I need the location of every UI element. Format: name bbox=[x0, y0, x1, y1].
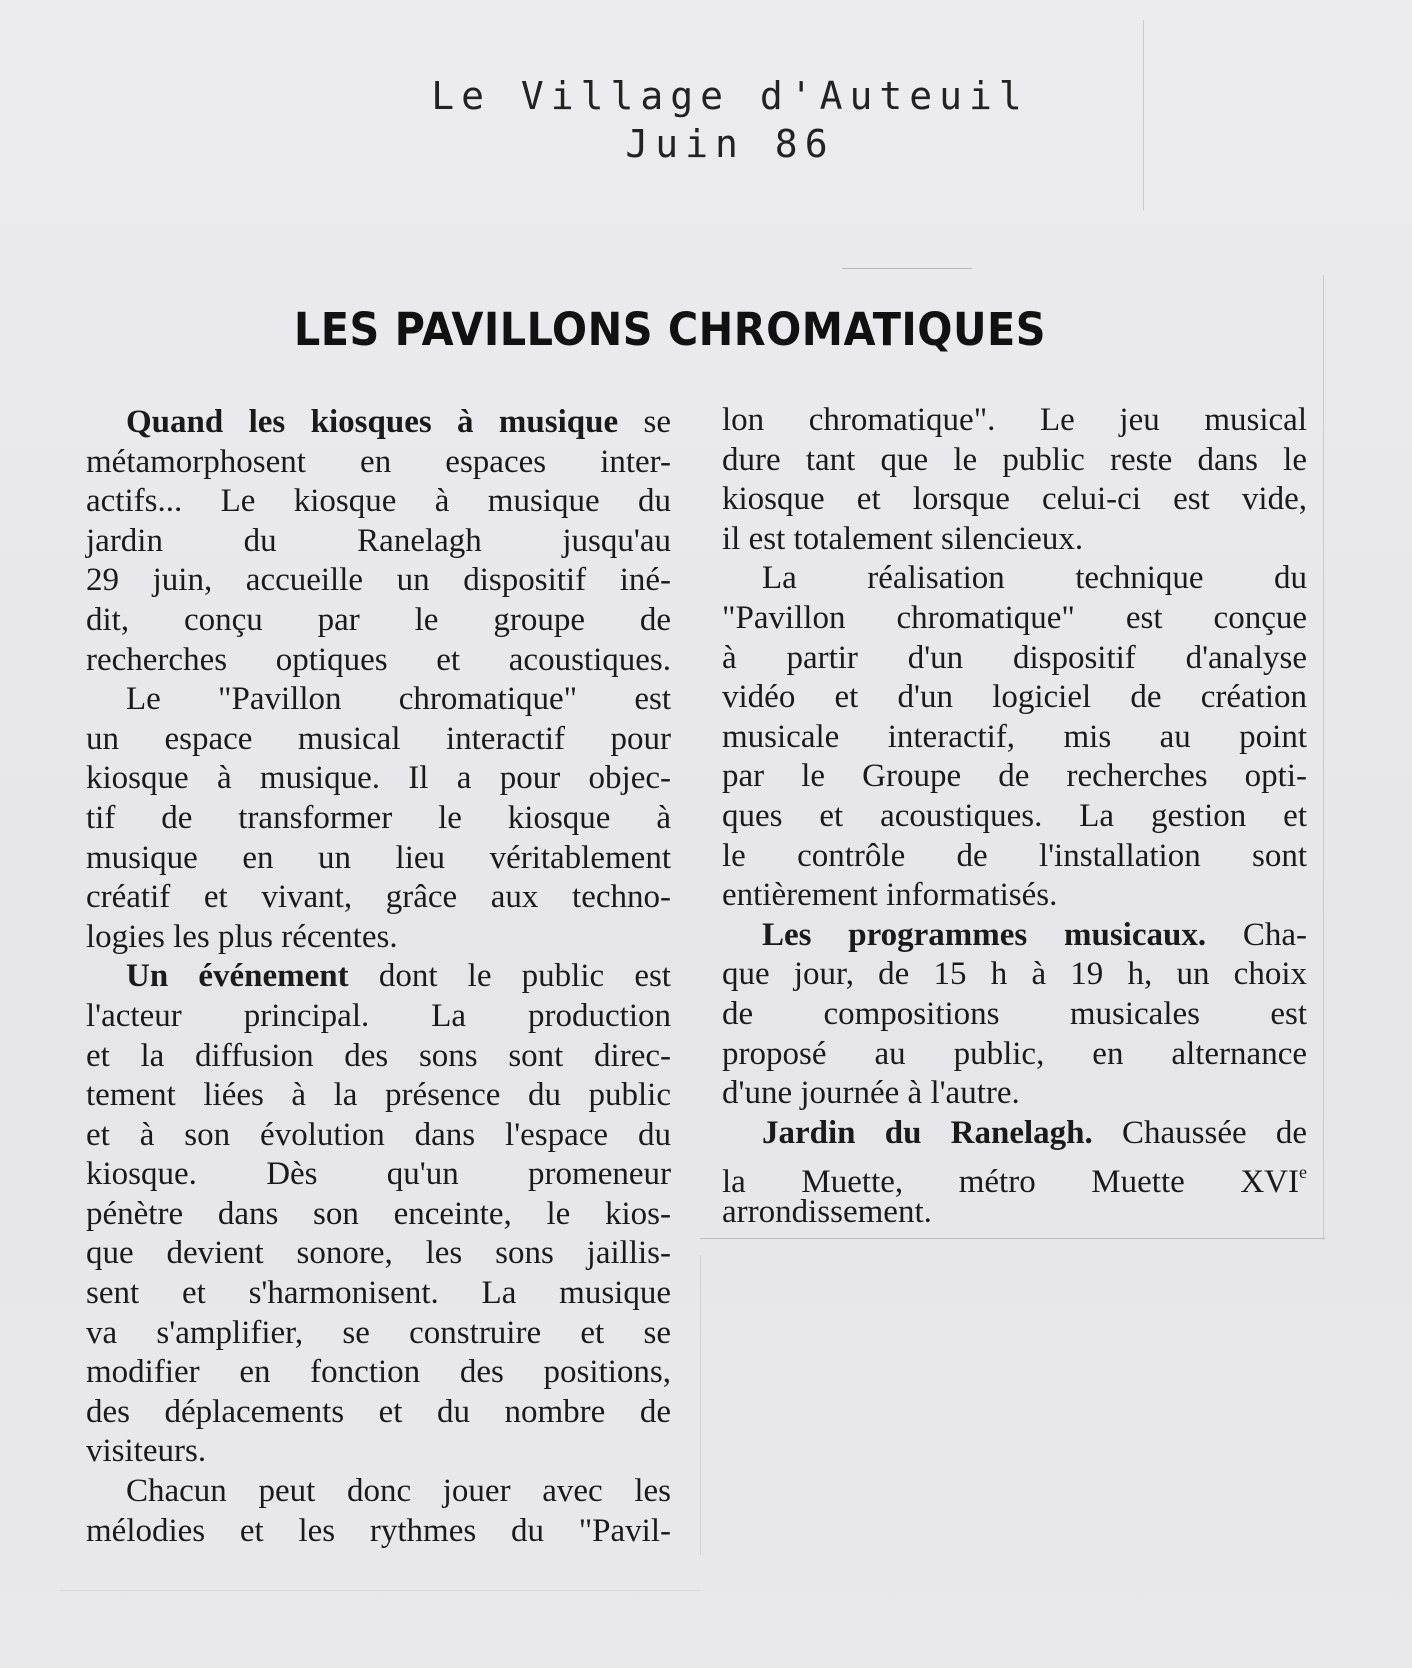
text-line: kiosque et lorsque celui-ci est vide, bbox=[722, 481, 1307, 518]
text-line: d'une journée à l'autre. bbox=[722, 1075, 1020, 1112]
text-line: La réalisation technique du bbox=[762, 560, 1307, 597]
text-line: que jour, de 15 h à 19 h, un choix bbox=[722, 956, 1307, 993]
publication-date: Juin 86 bbox=[625, 122, 835, 166]
clipping-edge bbox=[60, 1590, 700, 1591]
text-line: tif de transformer le kiosque à bbox=[86, 799, 671, 836]
bold-lead-in: Les programmes musicaux. bbox=[762, 916, 1207, 953]
text-line: entièrement informatisés. bbox=[722, 877, 1058, 914]
bold-lead-in: Un événement bbox=[126, 958, 349, 995]
text-line: il est totalement silencieux. bbox=[722, 520, 1084, 557]
text-line: dure tant que le public reste dans le bbox=[722, 441, 1307, 478]
clipping-edge bbox=[700, 1238, 1325, 1239]
text-run: Cha- bbox=[1206, 916, 1307, 953]
text-line: kiosque. Dès qu'un promeneur bbox=[86, 1156, 671, 1193]
clipping-edge bbox=[700, 1255, 701, 1555]
article-column-right bbox=[722, 401, 1307, 1232]
text-run: se bbox=[618, 404, 671, 440]
text-line: "Pavillon chromatique" est conçue bbox=[722, 599, 1307, 636]
text-run: la Muette, métro Muette XVI bbox=[722, 1164, 1299, 1201]
text-line bbox=[86, 403, 671, 443]
text-line: logies les plus récentes. bbox=[86, 918, 398, 955]
text-line: métamorphosent en espaces inter- bbox=[86, 443, 671, 480]
text-line: actifs... Le kiosque à musique du bbox=[86, 483, 671, 520]
text-line: kiosque à musique. Il a pour objec- bbox=[86, 760, 671, 797]
article-title: LES PAVILLONS CHROMATIQUES bbox=[293, 303, 1047, 356]
bold-lead-in: Jardin du Ranelagh. bbox=[762, 1114, 1093, 1151]
text-line: jardin du Ranelagh jusqu'au bbox=[86, 522, 671, 559]
text-line bbox=[722, 1114, 1307, 1154]
text-run: dont le public est bbox=[348, 958, 671, 995]
text-line: arrondissement. bbox=[722, 1193, 932, 1230]
text-line: l'acteur principal. La production bbox=[86, 997, 671, 1034]
text-line: pénètre dans son enceinte, le kios- bbox=[86, 1195, 671, 1232]
text-line: visiteurs. bbox=[86, 1433, 207, 1470]
text-line: modifier en fonction des positions, bbox=[86, 1354, 671, 1391]
text-line: sent et s'harmonisent. La musique bbox=[86, 1275, 671, 1312]
text-line: à partir d'un dispositif d'analyse bbox=[722, 639, 1307, 676]
text-line: et à son évolution dans l'espace du bbox=[86, 1116, 671, 1153]
text-line: mélodies et les rythmes du "Pavil- bbox=[86, 1512, 671, 1549]
text-line bbox=[722, 916, 1307, 956]
text-line: proposé au public, en alternance bbox=[722, 1035, 1307, 1072]
text-line: un espace musical interactif pour bbox=[86, 720, 671, 757]
text-line: lon chromatique". Le jeu musical bbox=[722, 402, 1307, 438]
text-line: 29 juin, accueille un dispositif iné- bbox=[86, 562, 671, 599]
superscript: e bbox=[1299, 1162, 1307, 1183]
text-line: musique en un lieu véritablement bbox=[86, 839, 671, 876]
bold-lead-in: Quand les kiosques à musique bbox=[126, 404, 619, 440]
text-line bbox=[86, 957, 671, 997]
text-line: de compositions musicales est bbox=[722, 995, 1307, 1032]
typed-header bbox=[420, 72, 1040, 168]
text-line: Chacun peut donc jouer avec les bbox=[126, 1473, 671, 1510]
text-line: vidéo et d'un logiciel de création bbox=[722, 679, 1307, 716]
article-column-left bbox=[86, 403, 671, 1551]
text-line: créatif et vivant, grâce aux techno- bbox=[86, 879, 671, 916]
text-run: Chaussée de bbox=[1092, 1114, 1307, 1151]
clipping-edge bbox=[842, 268, 972, 269]
text-line bbox=[722, 1153, 1307, 1201]
clipping-edge bbox=[1323, 275, 1324, 1240]
text-line: que devient sonore, les sons jaillis- bbox=[86, 1235, 671, 1272]
text-line: musicale interactif, mis au point bbox=[722, 718, 1307, 755]
text-line: des déplacements et du nombre de bbox=[86, 1393, 671, 1430]
text-line: tement liées à la présence du public bbox=[86, 1077, 671, 1114]
publication-name: Le Village d'Auteuil bbox=[431, 74, 1029, 118]
text-line: ques et acoustiques. La gestion et bbox=[722, 797, 1307, 834]
text-line: va s'amplifier, se construire et se bbox=[86, 1314, 671, 1351]
text-line: et la diffusion des sons sont direc- bbox=[86, 1037, 671, 1074]
clipping-edge bbox=[1143, 20, 1144, 210]
text-line: Le "Pavillon chromatique" est bbox=[126, 681, 671, 718]
text-line: par le Groupe de recherches opti- bbox=[722, 758, 1307, 795]
text-line: dit, conçu par le groupe de bbox=[86, 601, 671, 638]
text-line: recherches optiques et acoustiques. bbox=[86, 641, 671, 678]
text-line: le contrôle de l'installation sont bbox=[722, 837, 1307, 874]
